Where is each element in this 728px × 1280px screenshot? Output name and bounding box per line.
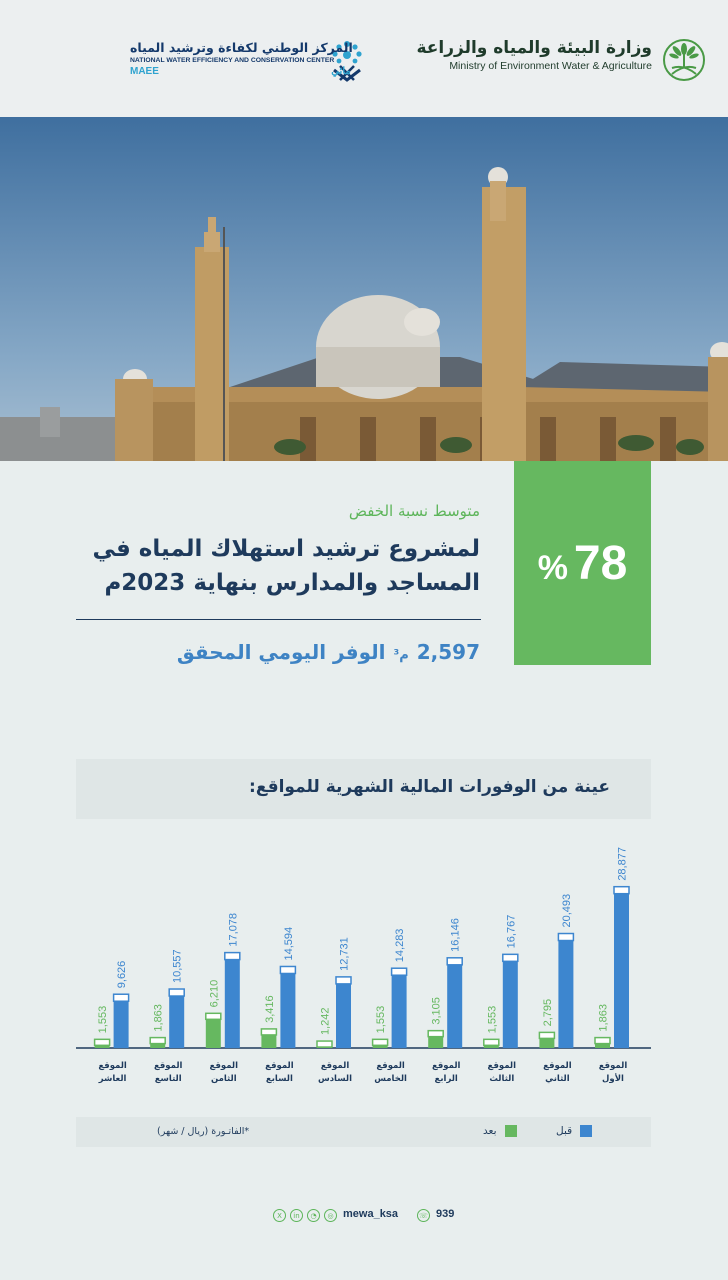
bar-before bbox=[447, 958, 462, 1048]
bar-before-label: 14,283 bbox=[394, 928, 407, 963]
maee-logo-text bbox=[130, 40, 353, 77]
bar-after-label: 1,553 bbox=[486, 1005, 499, 1034]
ministry-name-ar: وزارة البيئة والمياه والزراعة bbox=[416, 38, 652, 58]
category-label: الموقع bbox=[487, 1061, 517, 1071]
category-label: الموقع bbox=[320, 1061, 350, 1071]
header bbox=[0, 0, 728, 117]
bar-before-cap bbox=[169, 989, 184, 996]
percent-display bbox=[538, 536, 628, 591]
category-label: الموقع bbox=[209, 1061, 239, 1071]
legend-after-swatch bbox=[505, 1125, 517, 1137]
bar-before-label: 9,626 bbox=[116, 960, 129, 989]
phone-number[interactable]: 939 bbox=[436, 1208, 455, 1220]
bar-after-label: 1,863 bbox=[597, 1004, 610, 1032]
instagram-icon[interactable]: ◎ bbox=[324, 1209, 337, 1222]
percent-value: 78 bbox=[573, 536, 628, 590]
bar-after-label: 1,553 bbox=[375, 1005, 388, 1034]
category-label: الثالث bbox=[489, 1074, 515, 1084]
savings-value: 2,597 bbox=[416, 640, 480, 664]
bar-before bbox=[336, 977, 351, 1048]
daily-savings bbox=[177, 640, 480, 664]
bar-before bbox=[392, 968, 407, 1048]
bar-after-label: 3,105 bbox=[430, 997, 443, 1025]
bar-before-label: 10,557 bbox=[171, 949, 184, 984]
center-name-en: NATIONAL WATER EFFICIENCY AND CONSERVATION CENTER bbox=[130, 57, 335, 64]
bar-before bbox=[169, 989, 184, 1048]
bar-before bbox=[503, 954, 518, 1048]
bar-before-label: 28,877 bbox=[616, 847, 629, 881]
linkedin-icon[interactable]: in bbox=[290, 1209, 303, 1222]
bar-before-label: 17,078 bbox=[227, 912, 240, 947]
bar-after-cap bbox=[539, 1032, 554, 1038]
legend-after bbox=[483, 1125, 517, 1137]
headline-line-1: لمشروع ترشيد استهلاك المياه في bbox=[92, 536, 480, 562]
category-label: العاشر bbox=[98, 1074, 127, 1084]
bar-after-cap bbox=[373, 1039, 388, 1045]
percent-box bbox=[514, 461, 651, 665]
savings-unit: م³ bbox=[393, 648, 409, 663]
bar-before-label: 20,493 bbox=[560, 893, 573, 928]
bar-before-cap bbox=[225, 953, 240, 960]
percent-symbol: % bbox=[537, 548, 568, 587]
social-handle[interactable]: mewa_ksa bbox=[343, 1208, 399, 1220]
bar-after-label: 1,242 bbox=[319, 1007, 332, 1036]
bar-before bbox=[225, 953, 240, 1048]
category-label: الثاني bbox=[545, 1074, 570, 1084]
mosque-photo bbox=[0, 117, 728, 461]
center-name-ar: المركز الوطني لكفاءة وترشيد المياه bbox=[130, 40, 353, 55]
category-label: الخامس bbox=[374, 1074, 407, 1084]
palm-swords-emblem-icon bbox=[662, 38, 706, 82]
headline-line-2: المساجد والمدارس بنهاية 2023م bbox=[104, 570, 480, 596]
bar-before-label: 14,594 bbox=[282, 926, 295, 961]
category-label: الموقع bbox=[98, 1061, 127, 1071]
category-label: السابع bbox=[265, 1074, 293, 1084]
divider bbox=[76, 619, 481, 620]
ministry-name-en: Ministry of Environment Water & Agriculture bbox=[449, 60, 652, 72]
bar-before-cap bbox=[114, 994, 129, 1001]
bar-after-cap bbox=[206, 1013, 221, 1019]
bar-after-label: 2,795 bbox=[541, 998, 554, 1027]
bar-before bbox=[614, 887, 629, 1048]
legend-before-label: قبل bbox=[556, 1125, 573, 1137]
x-icon[interactable]: X bbox=[273, 1209, 286, 1222]
category-label: السادس bbox=[317, 1074, 353, 1084]
bar-before-cap bbox=[558, 934, 573, 941]
bar-after-label: 1,863 bbox=[152, 1004, 165, 1032]
center-brand-en: MAEE bbox=[130, 66, 159, 77]
bar-after-label: 1,553 bbox=[97, 1005, 110, 1034]
category-label: الثامن bbox=[210, 1074, 237, 1084]
legend-before bbox=[556, 1125, 592, 1137]
bar-before-label: 12,731 bbox=[338, 937, 351, 971]
bar-before-label: 16,146 bbox=[449, 918, 462, 952]
phone-icon[interactable]: ☏ bbox=[417, 1209, 430, 1222]
bar-before-cap bbox=[614, 887, 629, 894]
bar-after-cap bbox=[317, 1041, 332, 1047]
bar-before-cap bbox=[447, 958, 462, 965]
headline bbox=[80, 532, 480, 600]
subtitle: متوسط نسبة الخفض bbox=[348, 502, 480, 520]
bar-before-cap bbox=[503, 954, 518, 961]
category-label: الموقع bbox=[598, 1061, 628, 1071]
category-label: الرابع bbox=[434, 1074, 458, 1084]
bar-before bbox=[114, 994, 129, 1048]
bar-after-cap bbox=[428, 1031, 443, 1037]
savings-label: الوفر اليومي المحقق bbox=[176, 640, 386, 664]
bar-before-cap bbox=[392, 968, 407, 975]
bar-after-cap bbox=[484, 1039, 499, 1045]
bar-before bbox=[280, 966, 295, 1048]
category-label: الموقع bbox=[543, 1061, 572, 1071]
bar-before bbox=[558, 934, 573, 1048]
category-label: الموقع bbox=[153, 1061, 183, 1071]
category-label: الموقع bbox=[431, 1061, 461, 1071]
bar-before-label: 16,767 bbox=[505, 914, 518, 949]
bar-after-label: 3,416 bbox=[263, 995, 276, 1023]
invoice-note: *الفاتـورة (ريال / شهر) bbox=[157, 1126, 250, 1137]
bar-after-cap bbox=[261, 1029, 276, 1035]
bar-after-cap bbox=[150, 1038, 165, 1044]
category-label: الموقع bbox=[376, 1061, 405, 1071]
legend-after-label: بعد bbox=[483, 1125, 497, 1137]
legend-before-swatch bbox=[580, 1125, 592, 1137]
bar-before-cap bbox=[336, 977, 351, 984]
bar-after-label: 6,210 bbox=[208, 979, 221, 1008]
ministry-logo-text bbox=[416, 38, 652, 72]
bar-after-cap bbox=[595, 1038, 610, 1044]
category-label: الموقع bbox=[265, 1061, 294, 1071]
bar-chart bbox=[76, 830, 651, 1100]
bar-after-cap bbox=[95, 1039, 110, 1045]
bar-before-cap bbox=[280, 966, 295, 973]
center-brand-ar: مائي bbox=[331, 66, 351, 77]
category-label: الأول bbox=[602, 1074, 624, 1084]
snapchat-icon[interactable]: ◔ bbox=[307, 1209, 320, 1222]
category-label: التاسع bbox=[154, 1074, 182, 1084]
chart-title: عينة من الوفورات المالية الشهرية للمواقع: bbox=[249, 777, 610, 797]
